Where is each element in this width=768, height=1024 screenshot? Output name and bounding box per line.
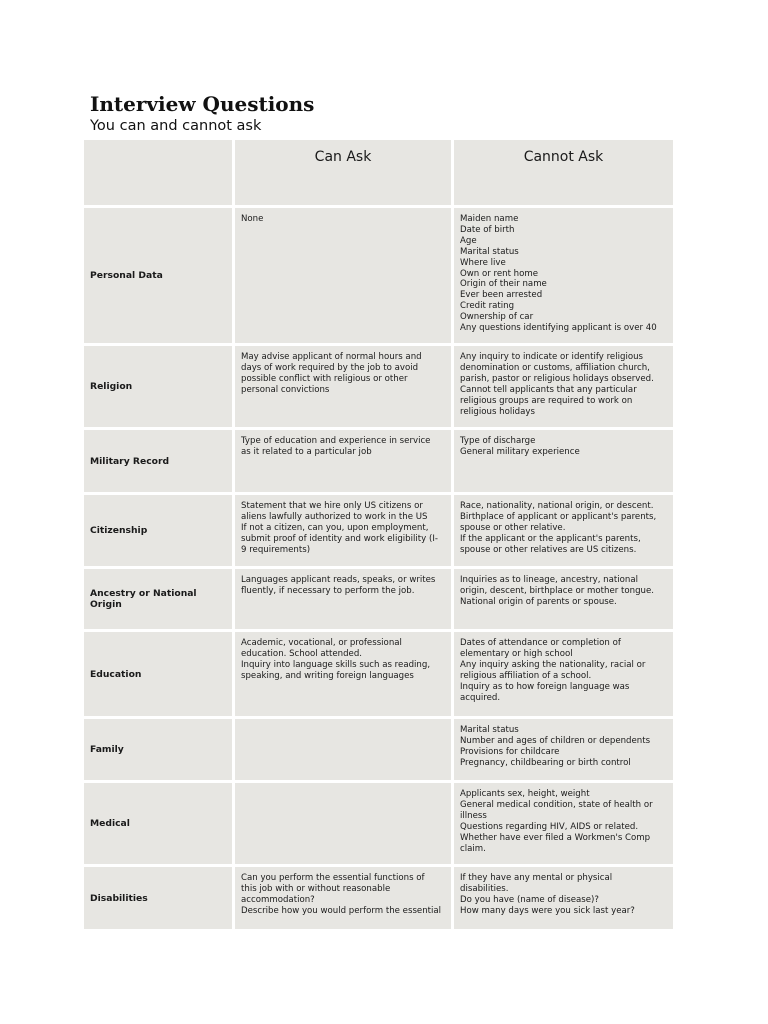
cannot-ask-line: Race, nationality, national origin, or descent. bbox=[460, 501, 654, 511]
can-ask-line: None bbox=[241, 214, 264, 224]
cannot-ask-line: Where live bbox=[460, 257, 506, 268]
can-ask-line: possible conflict with religious or other bbox=[241, 373, 408, 384]
header-cell-category bbox=[84, 140, 232, 205]
row-category: Education bbox=[84, 632, 232, 716]
row-cannot-ask bbox=[454, 632, 673, 716]
row-category: Citizenship bbox=[84, 495, 232, 566]
cannot-ask-line: denomination or customs, affiliation church, bbox=[460, 362, 650, 373]
cannot-ask-line: Age bbox=[460, 235, 477, 246]
can-ask-line: Can you perform the essential functions of bbox=[241, 873, 425, 883]
cannot-ask-line: Maiden name bbox=[460, 214, 519, 224]
header-cell-can-ask: Can Ask bbox=[235, 140, 451, 205]
cannot-ask-line: disabilities. bbox=[460, 883, 509, 894]
cannot-ask-line: Type of discharge bbox=[460, 436, 536, 446]
cannot-ask-line: If the applicant or the applicant's parents, bbox=[460, 533, 641, 544]
cannot-ask-line: National origin of parents or spouse. bbox=[460, 596, 617, 607]
header-cell-cannot-ask: Cannot Ask bbox=[454, 140, 673, 205]
table-row bbox=[84, 719, 673, 780]
row-category: Medical bbox=[84, 783, 232, 864]
cannot-ask-line: Date of birth bbox=[460, 224, 515, 235]
table-row bbox=[84, 495, 673, 566]
cannot-ask-line: Marital status bbox=[460, 725, 519, 735]
can-ask-line: aliens lawfully authorized to work in the US bbox=[241, 511, 428, 522]
row-can-ask bbox=[235, 495, 451, 566]
table-row bbox=[84, 569, 673, 629]
row-cannot-ask bbox=[454, 719, 673, 780]
cannot-ask-line: Do you have (name of disease)? bbox=[460, 894, 599, 905]
cannot-ask-line: Credit rating bbox=[460, 301, 515, 312]
row-cannot-ask bbox=[454, 495, 673, 566]
table-row bbox=[84, 346, 673, 427]
cannot-ask-line: Ever been arrested bbox=[460, 290, 543, 301]
cannot-ask-line: General military experience bbox=[460, 446, 580, 457]
cannot-ask-line: Birthplace of applicant or applicant's parents, bbox=[460, 511, 657, 522]
can-ask-line: personal convictions bbox=[241, 384, 330, 395]
document-subtitle: You can and cannot ask bbox=[90, 118, 262, 134]
cannot-ask-line: Marital status bbox=[460, 246, 519, 257]
table-body bbox=[84, 208, 673, 929]
row-category: Military Record bbox=[84, 430, 232, 492]
can-ask-line: If not a citizen, can you, upon employment, bbox=[241, 522, 429, 533]
table-row bbox=[84, 632, 673, 716]
can-ask-line: fluently, if necessary to perform the job. bbox=[241, 585, 415, 596]
row-cannot-ask bbox=[454, 867, 673, 929]
row-cannot-ask bbox=[454, 346, 673, 427]
cannot-ask-line: Any inquiry to indicate or identify religious bbox=[460, 352, 644, 362]
table-row bbox=[84, 208, 673, 343]
row-category: Family bbox=[84, 719, 232, 780]
cannot-ask-line: Own or rent home bbox=[460, 268, 539, 279]
row-can-ask bbox=[235, 569, 451, 629]
row-cannot-ask bbox=[454, 430, 673, 492]
can-ask-line: Type of education and experience in service bbox=[241, 436, 431, 446]
cannot-ask-line: Provisions for childcare bbox=[460, 746, 560, 757]
cannot-ask-line: If they have any mental or physical bbox=[460, 873, 613, 883]
table-row bbox=[84, 867, 673, 929]
table-header-row bbox=[84, 140, 673, 205]
row-category: Religion bbox=[84, 346, 232, 427]
can-ask-line: education. School attended. bbox=[241, 648, 363, 659]
cannot-ask-line: Inquiries as to lineage, ancestry, national bbox=[460, 575, 638, 585]
cannot-ask-line: Origin of their name bbox=[460, 279, 547, 290]
cannot-ask-line: Whether have ever filed a Workmen's Comp bbox=[460, 832, 651, 843]
cannot-ask-line: religious affiliation of a school. bbox=[460, 670, 592, 681]
can-ask-line: as it related to a particular job bbox=[241, 446, 372, 457]
cannot-ask-line: Any questions identifying applicant is over 40 bbox=[460, 323, 657, 334]
row-category: Personal Data bbox=[84, 208, 232, 343]
table-row bbox=[84, 430, 673, 492]
questions-table bbox=[84, 140, 673, 932]
row-category: Disabilities bbox=[84, 867, 232, 929]
can-ask-line: Languages applicant reads, speaks, or writes bbox=[241, 575, 436, 585]
cannot-ask-line: claim. bbox=[460, 843, 486, 854]
cannot-ask-line: illness bbox=[460, 810, 487, 821]
can-ask-line: Describe how you would perform the essential bbox=[241, 905, 442, 916]
row-can-ask bbox=[235, 719, 451, 780]
cannot-ask-line: Inquiry as to how foreign language was bbox=[460, 681, 630, 692]
row-can-ask bbox=[235, 346, 451, 427]
row-can-ask bbox=[235, 430, 451, 492]
row-can-ask bbox=[235, 632, 451, 716]
cannot-ask-line: How many days were you sick last year? bbox=[460, 905, 635, 916]
cannot-ask-line: parish, pastor or religious holidays observed. bbox=[460, 373, 654, 384]
can-ask-line: accommodation? bbox=[241, 894, 315, 905]
document-title: Interview Questions bbox=[90, 92, 315, 116]
row-can-ask bbox=[235, 208, 451, 343]
table-row bbox=[84, 783, 673, 864]
can-ask-line: Academic, vocational, or professional bbox=[241, 638, 402, 648]
cannot-ask-line: elementary or high school bbox=[460, 648, 573, 659]
cannot-ask-line: Questions regarding HIV, AIDS or related. bbox=[460, 821, 639, 832]
can-ask-line: May advise applicant of normal hours and bbox=[241, 352, 422, 362]
cannot-ask-line: Cannot tell applicants that any particular bbox=[460, 384, 637, 395]
cannot-ask-line: Pregnancy, childbearing or birth control bbox=[460, 757, 631, 768]
cannot-ask-line: Ownership of car bbox=[460, 312, 534, 323]
row-can-ask bbox=[235, 783, 451, 864]
row-cannot-ask bbox=[454, 783, 673, 864]
can-ask-line: submit proof of identity and work eligibility (I- bbox=[241, 533, 438, 544]
can-ask-line: days of work required by the job to avoid bbox=[241, 362, 419, 373]
can-ask-line: this job with or without reasonable bbox=[241, 883, 391, 894]
row-can-ask bbox=[235, 867, 451, 929]
cannot-ask-line: Applicants sex, height, weight bbox=[460, 789, 590, 799]
cannot-ask-line: Dates of attendance or completion of bbox=[460, 638, 621, 648]
cannot-ask-line: origin, descent, birthplace or mother tongue. bbox=[460, 585, 655, 596]
can-ask-line: speaking, and writing foreign languages bbox=[241, 670, 414, 681]
cannot-ask-line: Number and ages of children or dependents bbox=[460, 735, 651, 746]
cannot-ask-line: spouse or other relative. bbox=[460, 522, 566, 533]
row-cannot-ask bbox=[454, 208, 673, 343]
cannot-ask-line: acquired. bbox=[460, 692, 501, 703]
cannot-ask-line: spouse or other relatives are US citizens. bbox=[460, 544, 637, 555]
can-ask-line: 9 requirements) bbox=[241, 544, 311, 555]
can-ask-line: Statement that we hire only US citizens or bbox=[241, 501, 423, 511]
cannot-ask-line: religious groups are required to work on bbox=[460, 395, 633, 406]
cannot-ask-line: religious holidays bbox=[460, 406, 535, 417]
row-category: Ancestry or National Origin bbox=[84, 569, 232, 629]
cannot-ask-line: Any inquiry asking the nationality, racial or bbox=[460, 659, 646, 670]
row-cannot-ask bbox=[454, 569, 673, 629]
can-ask-line: Inquiry into language skills such as reading, bbox=[241, 659, 431, 670]
cannot-ask-line: General medical condition, state of health or bbox=[460, 799, 653, 810]
